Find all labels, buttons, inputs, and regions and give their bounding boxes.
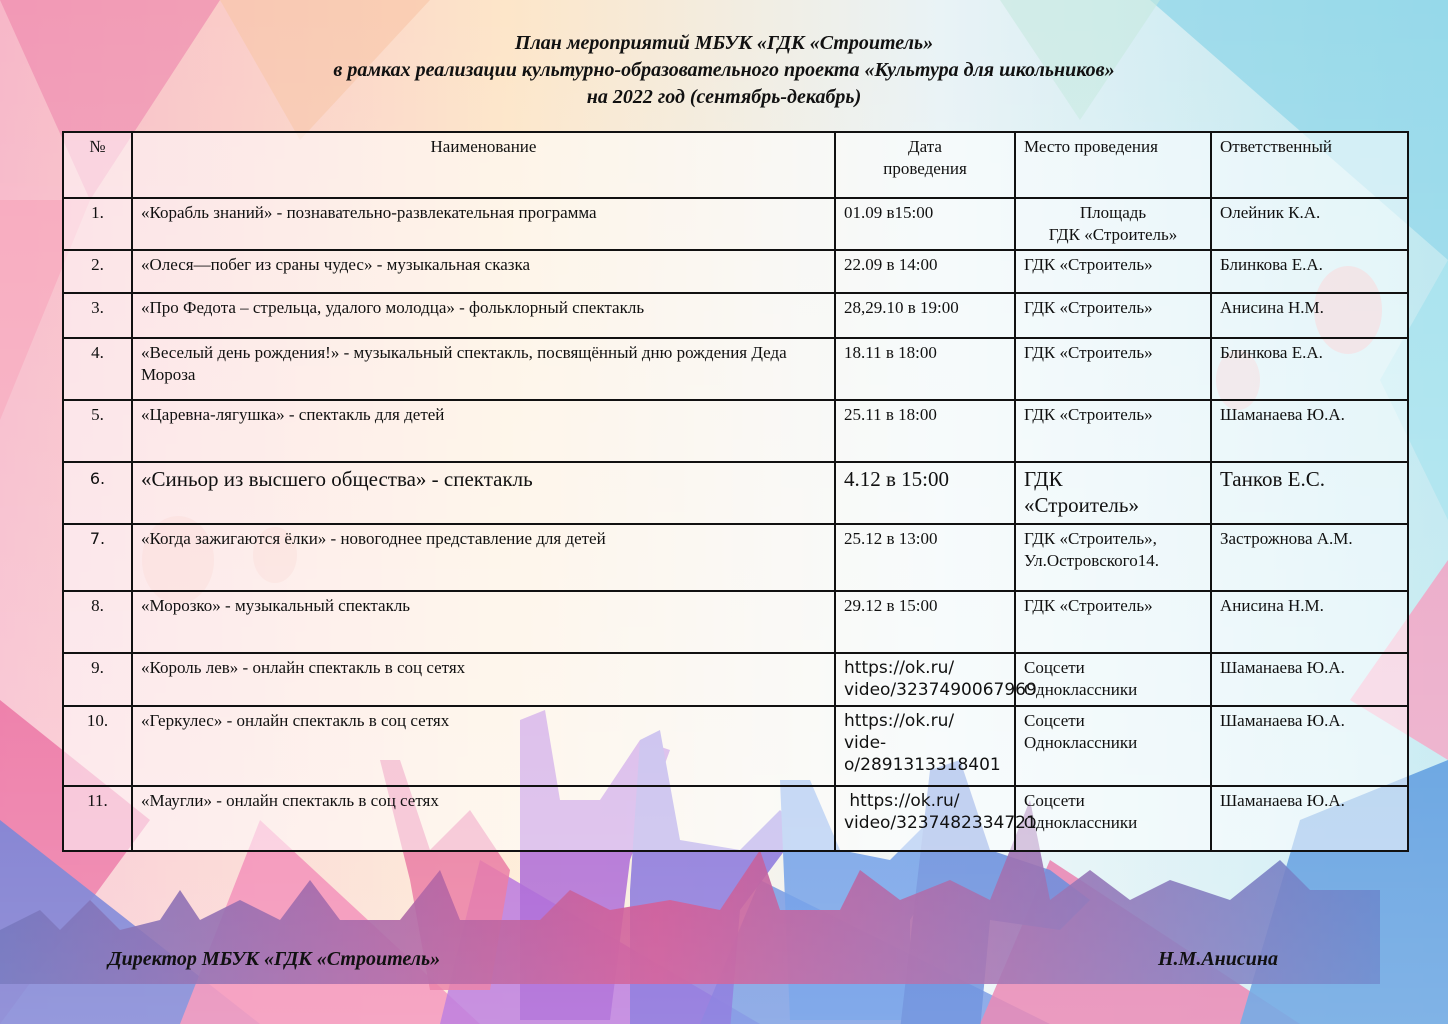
row-place: ГДК «Строитель», Ул.Островского14. — [1015, 524, 1211, 591]
table-row — [63, 198, 1408, 250]
row-place: Соцсети Одноклассники — [1015, 706, 1211, 786]
header-responsible: Ответственный — [1211, 132, 1408, 198]
table-row — [63, 293, 1408, 338]
title-line-1: План мероприятий МБУК «ГДК «Строитель» — [514, 32, 934, 54]
row-num: 9. — [63, 653, 132, 706]
row-place: ГДК «Строитель» — [1015, 400, 1211, 462]
row-responsible: Олейник К.А. — [1211, 198, 1408, 250]
row-num: 7. — [63, 524, 132, 591]
row-video-link[interactable]: https://ok.ru/ vide- o/2891313318401 — [835, 706, 1015, 786]
title-line-2: в рамках реализации культурно-образовательного проекта «Культура для школьников» — [333, 59, 1115, 81]
title-line-3: на 2022 год (сентябрь-декабрь) — [586, 86, 862, 108]
table-row — [63, 400, 1408, 462]
row-responsible: Анисина Н.М. — [1211, 591, 1408, 653]
row-responsible: Шаманаева Ю.А. — [1211, 653, 1408, 706]
row-num: 4. — [63, 338, 132, 400]
row-num: 10. — [63, 706, 132, 786]
row-place: ГДК «Строитель» — [1015, 293, 1211, 338]
table-row — [63, 591, 1408, 653]
table-row — [63, 250, 1408, 293]
row-num: 6. — [63, 462, 132, 524]
row-num: 2. — [63, 250, 132, 293]
table-row — [63, 653, 1408, 706]
row-date: 25.12 в 13:00 — [835, 524, 1015, 591]
row-date: 18.11 в 18:00 — [835, 338, 1015, 400]
row-date: 22.09 в 14:00 — [835, 250, 1015, 293]
row-name: «Геркулес» - онлайн спектакль в соц сетях — [132, 706, 835, 786]
row-responsible: Анисина Н.М. — [1211, 293, 1408, 338]
header-place: Место проведения — [1015, 132, 1211, 198]
footer-director-title: Директор МБУК «ГДК «Строитель» — [108, 948, 441, 970]
row-responsible: Блинкова Е.А. — [1211, 250, 1408, 293]
table-header-row — [63, 132, 1408, 198]
row-responsible: Шаманаева Ю.А. — [1211, 706, 1408, 786]
row-num: 1. — [63, 198, 132, 250]
row-place: ГДК «Строитель» — [1015, 250, 1211, 293]
row-name: «Морозко» - музыкальный спектакль — [132, 591, 835, 653]
row-responsible: Застрожнова А.М. — [1211, 524, 1408, 591]
table-row — [63, 524, 1408, 591]
table-row — [63, 706, 1408, 786]
row-date: 4.12 в 15:00 — [835, 462, 1015, 524]
row-responsible: Танков Е.С. — [1211, 462, 1408, 524]
events-table — [62, 131, 1409, 852]
row-num: 11. — [63, 786, 132, 851]
table-row — [63, 786, 1408, 851]
row-name: «Маугли» - онлайн спектакль в соц сетях — [132, 786, 835, 851]
row-place: Площадь ГДК «Строитель» — [1015, 198, 1211, 250]
footer-director-name: Н.М.Анисина — [1158, 948, 1279, 970]
header-date: Дата проведения — [835, 132, 1015, 198]
row-num: 8. — [63, 591, 132, 653]
row-date: 29.12 в 15:00 — [835, 591, 1015, 653]
table-row — [63, 338, 1408, 400]
row-video-link[interactable]: https://ok.ru/ video/3237482334721 — [835, 786, 1015, 851]
row-name: «Синьор из высшего общества» - спектакль — [132, 462, 835, 524]
row-date: 01.09 в15:00 — [835, 198, 1015, 250]
row-name: «Царевна-лягушка» - спектакль для детей — [132, 400, 835, 462]
row-responsible: Шаманаева Ю.А. — [1211, 786, 1408, 851]
row-place: Соцсети Одноклассники — [1015, 653, 1211, 706]
row-name: «Король лев» - онлайн спектакль в соц сетях — [132, 653, 835, 706]
header-num: № — [63, 132, 132, 198]
row-place: ГДК «Строитель» — [1015, 338, 1211, 400]
row-name: «Когда зажигаются ёлки» - новогоднее представление для детей — [132, 524, 835, 591]
row-name: «Веселый день рождения!» - музыкальный спектакль, посвящённый дню рождения Деда Мороза — [132, 338, 835, 400]
row-video-link[interactable]: https://ok.ru/ video/3237490067969 — [835, 653, 1015, 706]
row-date: 28,29.10 в 19:00 — [835, 293, 1015, 338]
table-row — [63, 462, 1408, 524]
row-name: «Олеся—побег из сраны чудес» - музыкальная сказка — [132, 250, 835, 293]
header-name: Наименование — [132, 132, 835, 198]
row-name: «Про Федота – стрельца, удалого молодца» - фольклорный спектакль — [132, 293, 835, 338]
row-place: ГДК «Строитель» — [1015, 591, 1211, 653]
document-title — [0, 30, 1448, 111]
row-responsible: Блинкова Е.А. — [1211, 338, 1408, 400]
row-num: 5. — [63, 400, 132, 462]
row-num: 3. — [63, 293, 132, 338]
row-place: ГДК «Строитель» — [1015, 462, 1211, 524]
row-date: 25.11 в 18:00 — [835, 400, 1015, 462]
row-place: Соцсети Одноклассники — [1015, 786, 1211, 851]
row-responsible: Шаманаева Ю.А. — [1211, 400, 1408, 462]
row-name: «Корабль знаний» - познавательно-развлекательная программа — [132, 198, 835, 250]
